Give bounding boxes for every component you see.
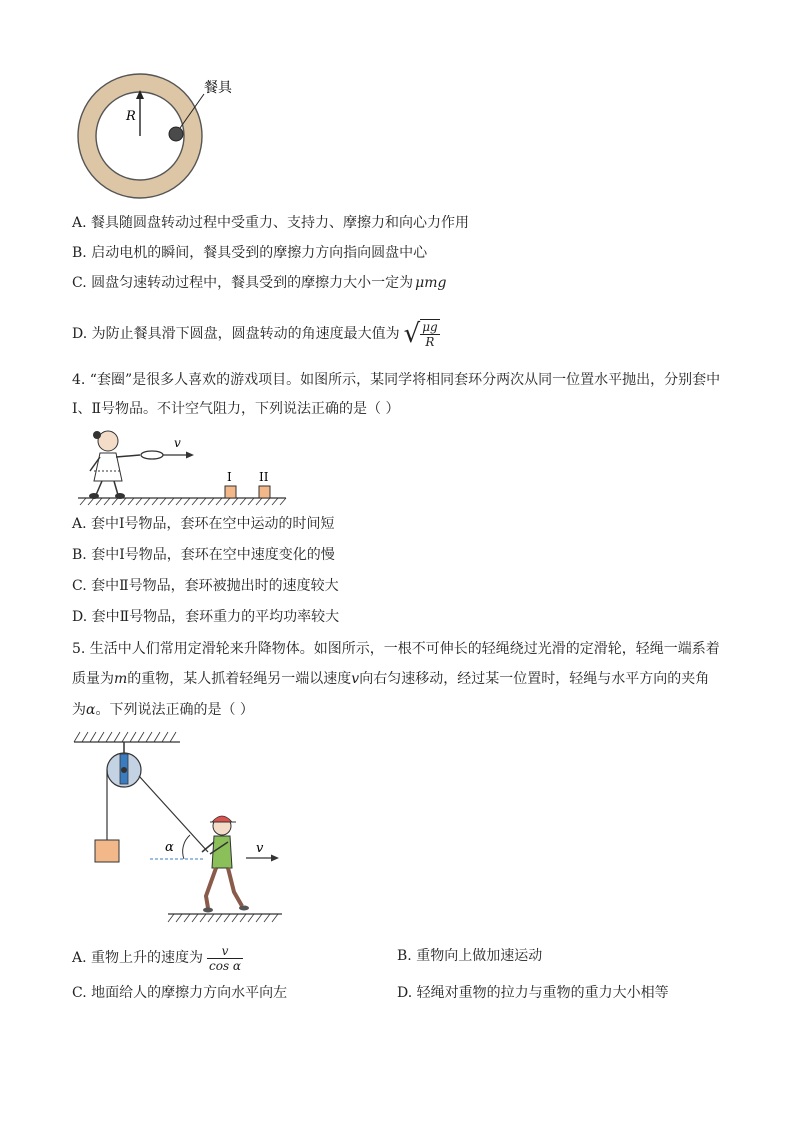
q4-stem-line2: Ⅰ、Ⅱ号物品。不计空气阻力，下列说法正确的是（ ） — [72, 401, 400, 417]
q4-option-b[interactable]: B. 套中Ⅰ号物品，套环在空中速度变化的慢 — [72, 547, 335, 563]
q3-option-c-math: μmg — [415, 275, 447, 291]
toss-ring — [141, 451, 163, 459]
person-figure — [202, 816, 249, 913]
q5-stem-line2: 质量为m的重物，某人抓着轻绳另一端以速度v向右匀速移动，经过某一位置时，轻绳与水平方向的夹角 — [72, 671, 710, 687]
item-2-box — [259, 486, 270, 498]
radius-label: R — [126, 109, 136, 124]
item-1-label: I — [227, 470, 232, 484]
ceiling-hatch — [74, 732, 176, 742]
person-velocity-label: v — [256, 841, 264, 856]
q5-option-a-denominator: cos α — [209, 958, 242, 973]
item-2-label: II — [259, 470, 269, 484]
velocity-label: v — [174, 436, 181, 450]
q4-option-d[interactable]: D. 套中Ⅱ号物品，套环重力的平均功率较大 — [72, 609, 340, 625]
child-figure — [89, 431, 140, 499]
q4-ring-toss-figure — [70, 425, 300, 510]
q5-stem-line1: 5. 生活中人们常用定滑轮来升降物体。如图所示，一根不可伸长的轻绳绕过光滑的定滑轮，轻绳一端系着 — [72, 641, 720, 657]
q4-option-c[interactable]: C. 套中Ⅱ号物品，套环被抛出时的速度较大 — [72, 578, 339, 594]
q5-option-a[interactable] — [72, 940, 243, 976]
ground-hatch — [80, 498, 286, 505]
q5-option-d[interactable]: D. 轻绳对重物的拉力与重物的重力大小相等 — [397, 985, 669, 1001]
angle-arc — [183, 835, 190, 859]
q3-option-d[interactable] — [72, 314, 440, 354]
q5-option-c[interactable]: C. 地面给人的摩擦力方向水平向左 — [72, 985, 288, 1001]
q3-option-c[interactable] — [72, 273, 446, 293]
q5-stem-line3: 为α。下列说法正确的是（ ） — [72, 702, 254, 718]
q5-option-b[interactable]: B. 重物向上做加速运动 — [397, 948, 543, 964]
dish-label: 餐具 — [204, 80, 232, 96]
dish-dot — [169, 127, 183, 141]
item-1-box — [225, 486, 236, 498]
angle-label: α — [165, 840, 174, 855]
q5-ground-hatch — [168, 914, 278, 922]
weight-block — [95, 840, 119, 862]
q5-option-a-text: A. 重物上升的速度为 — [72, 950, 204, 966]
q3-option-b[interactable]: B. 启动电机的瞬间，餐具受到的摩擦力方向指向圆盘中心 — [72, 245, 428, 261]
q3-option-c-text: C. 圆盘匀速转动过程中，餐具受到的摩擦力大小一定为 — [72, 275, 414, 291]
velocity-arrow-head — [186, 452, 194, 459]
q3-option-d-text: D. 为防止餐具滑下圆盘，圆盘转动的角速度最大值为 — [72, 326, 400, 342]
q5-option-a-numerator: v — [207, 944, 243, 959]
q3-disc-figure — [70, 68, 250, 208]
q4-option-a[interactable]: A. 套中Ⅰ号物品，套环在空中运动的时间短 — [72, 516, 335, 532]
q5-option-a-fraction — [207, 944, 243, 973]
sqrt-sign: √ — [403, 319, 421, 349]
person-velocity-arrow-head — [271, 855, 279, 862]
q5-pulley-figure — [70, 728, 290, 933]
q4-stem-line1: 4. “套圈”是很多人喜欢的游戏项目。如图所示，某同学将相同套环分两次从同一位置水平抛出，分别套中 — [72, 372, 721, 388]
q3-option-d-fraction — [420, 319, 439, 349]
pulley-axle — [121, 767, 127, 773]
q3-option-d-numerator: μg — [422, 320, 438, 334]
q3-option-a[interactable]: A. 餐具随圆盘转动过程中受重力、支持力、摩擦力和向心力作用 — [72, 215, 470, 231]
q3-option-d-denominator: R — [425, 335, 435, 349]
